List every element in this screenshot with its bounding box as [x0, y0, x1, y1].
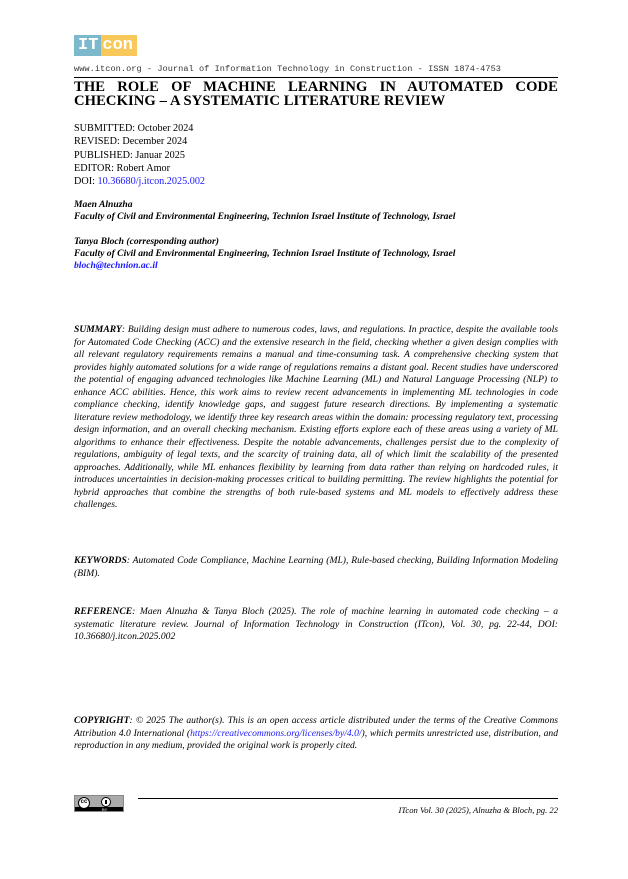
- creative-commons-icon: cc: [78, 797, 90, 809]
- copyright-text-before: : © 2025 The author(s). This is an open access article distributed under the terms of the Creative Commons Attribution 4.0 International (: [74, 715, 558, 739]
- copyright-paragraph: [74, 715, 558, 753]
- author-email-link[interactable]: bloch@technion.ac.il: [74, 260, 158, 272]
- submitted-date: SUBMITTED: October 2024: [74, 123, 194, 134]
- author-affiliation: Faculty of Civil and Environmental Engineering, Technion Israel Institute of Technology, Israel: [74, 211, 456, 223]
- doi-row: [74, 175, 205, 188]
- footer-citation: ITcon Vol. 30 (2025), Alnuzha & Bloch, pg. 22: [398, 805, 558, 815]
- footer-divider: [138, 798, 558, 799]
- author-block: [74, 199, 558, 272]
- cc-by-license-badge[interactable]: [74, 795, 124, 812]
- journal-header-line: www.itcon.org - Journal of Information Technology in Construction - ISSN 1874-4753: [74, 64, 501, 74]
- logo-part-it: IT: [74, 35, 101, 56]
- paper-title: [74, 80, 558, 108]
- author-name: Tanya Bloch (corresponding author): [74, 235, 219, 247]
- title-line-2: CHECKING – A SYSTEMATIC LITERATURE REVIEW: [74, 93, 446, 109]
- attribution-person-icon: [101, 797, 111, 807]
- reference-paragraph: [74, 606, 558, 644]
- summary-text: : Building design must adhere to numerous codes, laws, and regulations. In practice, despite the available tools for Automated Code Checking (ACC) and the extensive research in the field, checking whether a given design complies with all relevant regulatory requirements remains a manual and time-consuming task. A comprehensive checking system that provides highly automated solutions for a wide range of regulations remains a distant goal. Recent studies have underscored the potential of engaging advanced technologies like Machine Learning (ML) and Natural Language Processing (NLP) to enhance ACC abilities. Hence, this work aims to review recent advancements in implementing ML technologies in code compliance checking, identify knowledge gaps, and suggest future research directions. By implementing a systematic literature review methodology, we identify three key research areas within the domain: processing regulatory text, processing design information, and an overall checking mechanism. Existing efforts explore each of these areas using a variety of ML algorithms to enhance their effectiveness. Despite the notable advancements, challenges persist due to the complexity of regulations, ambiguity of legal texts, and the scarcity of training data, all of which limit the scalability of the presented approaches. Additionally, while ML enhances flexibility by learning from data rather than relying on hardcoded rules, it introduces uncertainties in decision-making processes critical to building permitting. The review highlights the potential for hybrid approaches that combine the strengths of both rule-based systems and ML models to effectively address these challenges.: [74, 324, 558, 510]
- logo-part-con: con: [101, 35, 137, 56]
- header-divider: [74, 77, 558, 78]
- keywords-label: KEYWORDS: [74, 555, 127, 566]
- by-label: BY: [102, 807, 108, 812]
- doi-link[interactable]: 10.36680/j.itcon.2025.002: [97, 176, 206, 188]
- keywords-paragraph: [74, 555, 558, 580]
- copyright-text-after: ), which permits unrestricted use, distribution, and reproduction in any medium, provided the original work is properly cited.: [74, 727, 558, 751]
- summary-label: SUMMARY: [74, 324, 122, 335]
- itcon-logo[interactable]: [74, 35, 137, 56]
- keywords-text: : Automated Code Compliance, Machine Learning (ML), Rule-based checking, Building Information Modeling (BIM).: [74, 555, 558, 579]
- author-name: Maen Alnuzha: [74, 199, 133, 210]
- doi-label: DOI:: [74, 176, 98, 188]
- publication-meta: [74, 122, 205, 188]
- title-line-1: THE ROLE OF MACHINE LEARNING IN AUTOMATED CODE: [74, 79, 558, 95]
- license-link[interactable]: https://creativecommons.org/licenses/by/4.0/: [190, 727, 362, 739]
- author-affiliation: Faculty of Civil and Environmental Engineering, Technion Israel Institute of Technology, Israel: [74, 247, 456, 259]
- summary-paragraph: [74, 324, 558, 512]
- editor: EDITOR: Robert Amor: [74, 162, 171, 174]
- reference-text: : Maen Alnuzha & Tanya Bloch (2025). The role of machine learning in automated code checking – a systematic literature review. Journal of Information Technology in Construction (ITcon), Vol. 30, pg. 22-44, DOI: 10.36680/j.itcon.2025.002: [74, 606, 558, 642]
- revised-date: REVISED: December 2024: [74, 136, 188, 148]
- reference-label: REFERENCE: [74, 606, 133, 617]
- published-date: PUBLISHED: Januar 2025: [74, 149, 185, 161]
- copyright-label: COPYRIGHT: [74, 715, 130, 726]
